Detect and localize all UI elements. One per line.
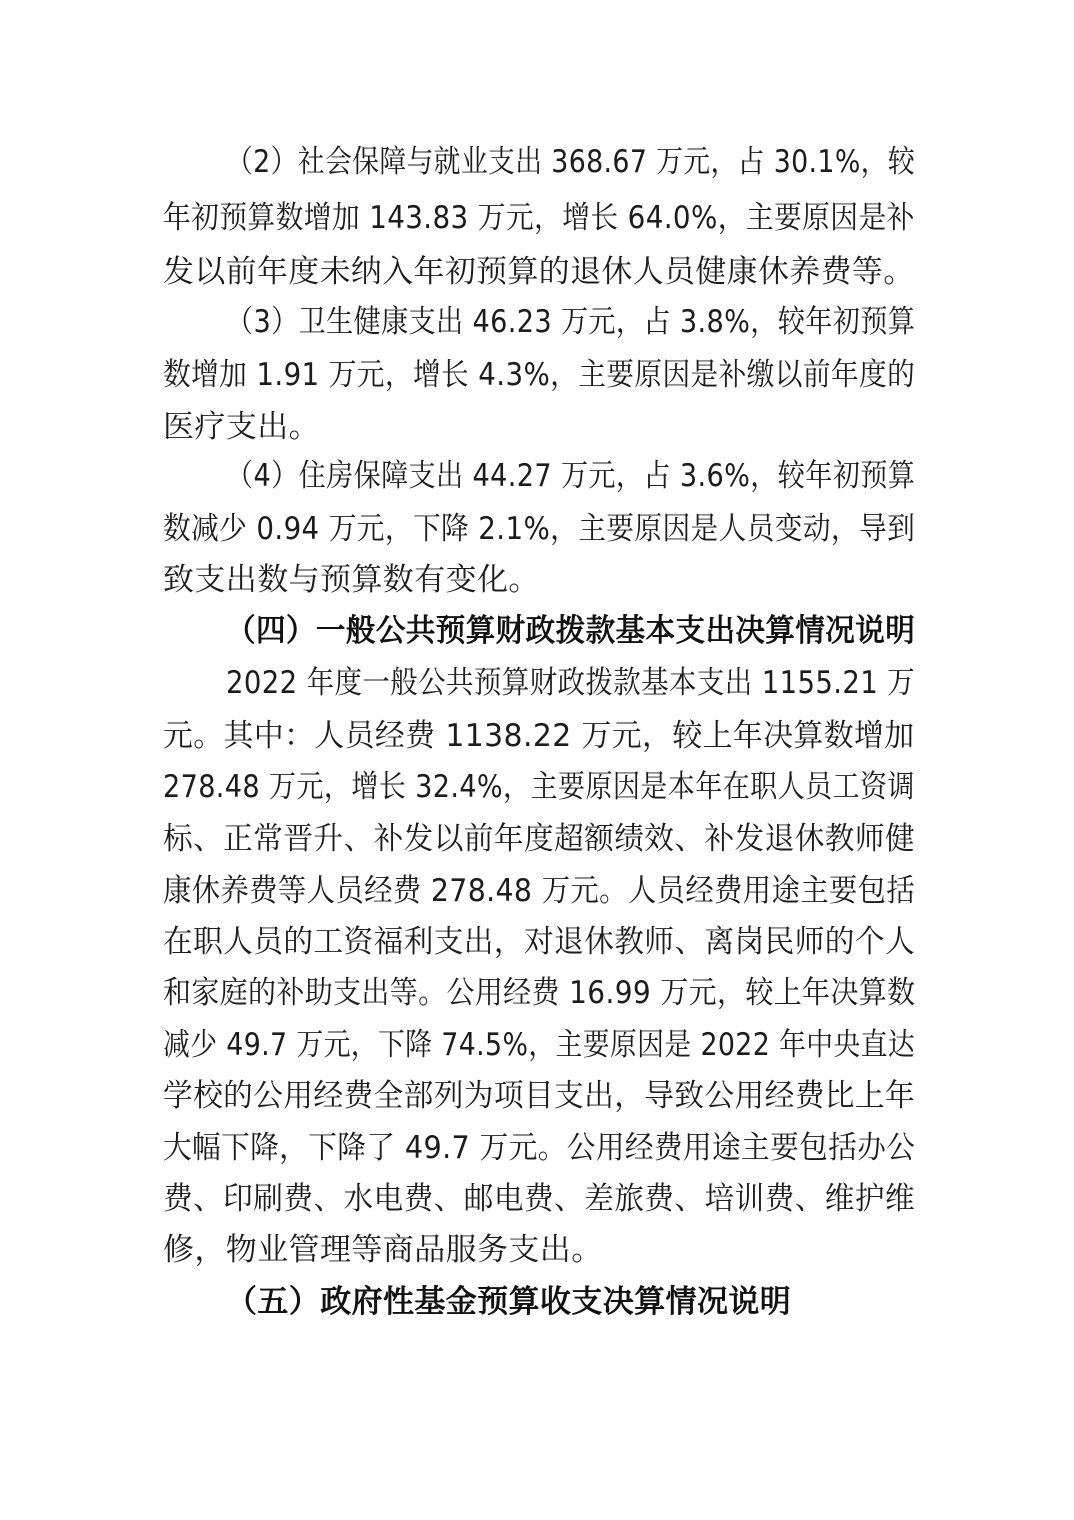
paragraph-basic-expenditure-line-6: 在职人员的工资福利支出，对退休教师、离岗民师的个人 <box>163 924 916 960</box>
paragraph-social-security-line-2: 年初预算数增加 143.83 万元，增长 64.0%，主要原因是补 <box>163 200 915 236</box>
paragraph-social-security-line-1: （2）社会保障与就业支出 368.67 万元，占 30.1%，较 <box>226 144 916 180</box>
section-heading-government-fund: （五）政府性基金预算收支决算情况说明 <box>226 1284 792 1320</box>
paragraph-basic-expenditure-line-1: 2022 年度一般公共预算财政拨款基本支出 1155.21 万 <box>226 665 916 701</box>
paragraph-basic-expenditure-line-7: 和家庭的补助支出等。公用经费 16.99 万元，较上年决算数 <box>163 975 916 1011</box>
paragraph-basic-expenditure-line-4: 标、正常晋升、补发以前年度超额绩效、补发退休教师健 <box>163 821 916 857</box>
paragraph-housing-line-2: 数减少 0.94 万元，下降 2.1%，主要原因是人员变动，导到 <box>163 511 916 547</box>
paragraph-basic-expenditure-line-12: 修，物业管理等商品服务支出。 <box>163 1232 603 1268</box>
paragraph-health-line-2: 数增加 1.91 万元，增长 4.3%，主要原因是补缴以前年度的 <box>163 357 916 393</box>
paragraph-basic-expenditure-line-10: 大幅下降，下降了 49.7 万元。公用经费用途主要包括办公 <box>163 1130 916 1166</box>
paragraph-basic-expenditure-line-2: 元。其中：人员经费 1138.22 万元，较上年决算数增加 <box>163 718 915 754</box>
paragraph-basic-expenditure-line-9: 学校的公用经费全部列为项目支出，导致公用经费比上年 <box>163 1078 916 1114</box>
paragraph-basic-expenditure-line-11: 费、印刷费、水电费、邮电费、差旅费、培训费、维护维 <box>163 1181 916 1217</box>
paragraph-housing-line-3: 致支出数与预算数有变化。 <box>163 562 540 598</box>
paragraph-health-line-1: （3）卫生健康支出 46.23 万元，占 3.8%，较年初预算 <box>226 304 916 340</box>
paragraph-health-line-3: 医疗支出。 <box>163 409 320 445</box>
paragraph-basic-expenditure-line-8: 减少 49.7 万元，下降 74.5%，主要原因是 2022 年中央直达 <box>163 1027 916 1063</box>
paragraph-housing-line-1: （4）住房保障支出 44.27 万元，占 3.6%，较年初预算 <box>226 458 916 494</box>
paragraph-social-security-line-3: 发以前年度未纳入年初预算的退休人员健康休养费等。 <box>163 254 915 290</box>
section-heading-basic-expenditure: （四）一般公共预算财政拨款基本支出决算情况说明 <box>226 613 916 649</box>
paragraph-basic-expenditure-line-3: 278.48 万元，增长 32.4%，主要原因是本年在职人员工资调 <box>163 769 915 805</box>
paragraph-basic-expenditure-line-5: 康休养费等人员经费 278.48 万元。人员经费用途主要包括 <box>163 873 916 909</box>
